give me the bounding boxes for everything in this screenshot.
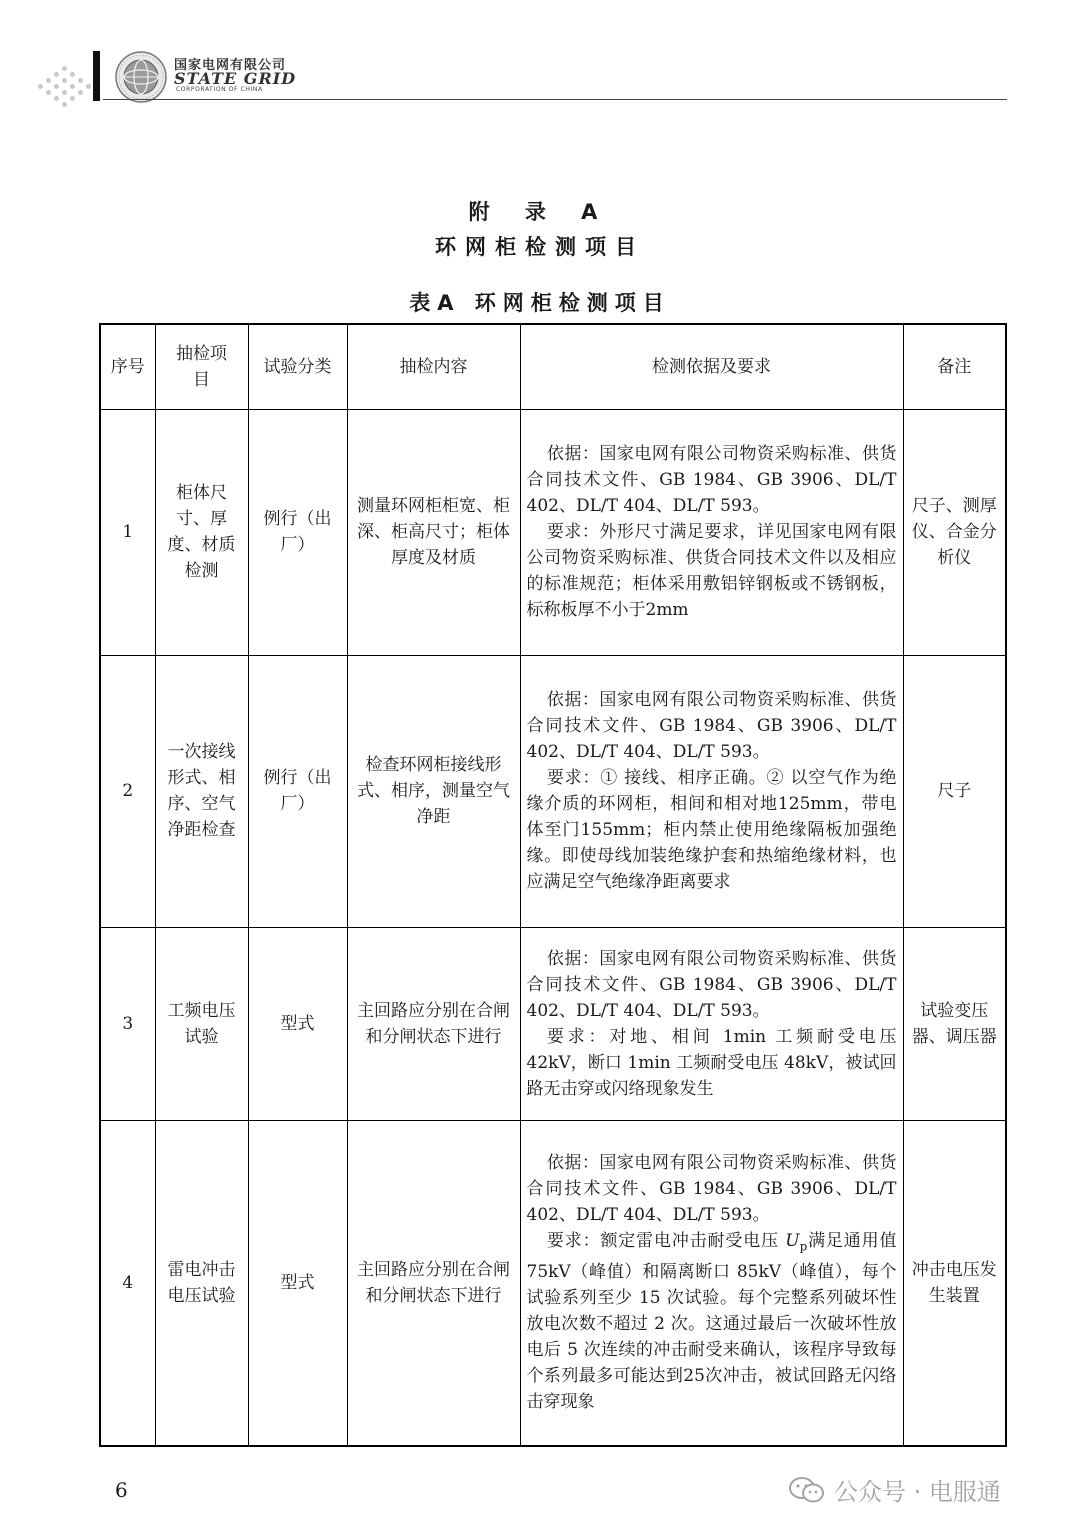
row-notes: 尺子、测厚仪、合金分析仪 [903, 409, 1006, 655]
row-no: 4 [100, 1120, 155, 1446]
appendix-title: 附 录 A [468, 200, 612, 224]
row-requirements [520, 409, 903, 655]
row-requirement: 要求：对地、相间 1min 工频耐受电压42kV，断口 1min 工频耐受电压 48kV，被试回路无击穿或闪络现象发生 [526, 1026, 897, 1099]
row-item: 柜体尺寸、厚度、材质检测 [155, 409, 248, 655]
page-number: 6 [115, 1478, 128, 1502]
decorative-dot [78, 78, 83, 83]
header-item [155, 324, 248, 409]
inspection-items-table [99, 323, 1007, 1447]
decorative-dot [62, 78, 67, 83]
company-name-en: STATE GRID [174, 69, 297, 88]
row-requirement: 要求：外形尺寸满足要求，详见国家电网有限公司物资采购标准、供货合同技术文件以及相应的标准规范；柜体采用敷铝锌钢板或不锈钢板，标称板厚不小于2mm [526, 522, 897, 620]
row-no: 1 [100, 409, 155, 655]
decorative-dot [46, 78, 51, 83]
table-caption: 表A 环网柜检测项目 [409, 291, 671, 315]
table-row [100, 927, 1006, 1120]
header-category: 试验分类 [248, 324, 347, 409]
row-category: 例行（出厂） [248, 655, 347, 927]
row-requirements [520, 655, 903, 927]
row-notes: 试验变压器、调压器 [903, 927, 1006, 1120]
header-content: 抽检内容 [347, 324, 520, 409]
row-content: 主回路应分别在合闸和分闸状态下进行 [347, 1120, 520, 1446]
row-no: 3 [100, 927, 155, 1120]
table-header-row [100, 324, 1006, 409]
decorative-dot [46, 90, 51, 95]
decorative-dot [54, 84, 59, 89]
company-name-cn: 国家电网有限公司 [174, 58, 287, 73]
row-category: 型式 [248, 927, 347, 1120]
row-requirement [527, 1228, 897, 1415]
row-item: 一次接线形式、相序、空气净距检查 [155, 655, 248, 927]
decorative-dot [70, 96, 75, 101]
header-rule [103, 99, 1007, 100]
row-item: 工频电压试验 [155, 927, 248, 1120]
header-notes: 备注 [903, 324, 1006, 409]
decorative-dot [62, 102, 67, 107]
voltage-subscript: p [799, 1239, 808, 1254]
decorative-dot [70, 84, 75, 89]
header-requirements: 检测依据及要求 [520, 324, 903, 409]
wechat-icon [788, 1476, 826, 1504]
row-requirements [520, 1120, 903, 1446]
decorative-dot [62, 90, 67, 95]
header-black-bar [93, 51, 100, 101]
table-row [100, 655, 1006, 927]
row-notes: 冲击电压发生装置 [903, 1120, 1006, 1446]
appendix-subtitle: 环网柜检测项目 [435, 235, 645, 259]
row-basis: 依据：国家电网有限公司物资采购标准、供货合同技术文件、GB 1984、GB 3906、DL/T 402、DL/T 404、DL/T 593。 [526, 444, 897, 516]
row-requirement-part-a: 要求：额定雷电冲击耐受电压 [546, 1231, 786, 1252]
watermark-text: 公众号 · 电服通 [834, 1478, 1001, 1506]
header-dot-pattern [38, 66, 98, 108]
header-no: 序号 [100, 324, 155, 409]
table-row [100, 1120, 1006, 1446]
row-basis: 依据：国家电网有限公司物资采购标准、供货合同技术文件、GB 1984、GB 3906、DL/T 402、DL/T 404、DL/T 593。 [526, 1153, 897, 1226]
row-category: 型式 [248, 1120, 347, 1446]
row-notes: 尺子 [903, 655, 1006, 927]
decorative-dot [78, 90, 83, 95]
company-name-en-sub: CORPORATION OF CHINA [176, 86, 263, 93]
row-no: 2 [100, 655, 155, 927]
row-content: 主回路应分别在合闸和分闸状态下进行 [347, 927, 520, 1120]
decorative-dot [62, 66, 67, 71]
row-requirement-part-b: 满足通用值 75kV（峰值）和隔离断口 85kV（峰值），每个试验系列至少 15 次试验。每个完整系列破坏性放电次数不超过 2 次。这通过最后一次破坏性放电后 5 次连续的冲击耐受来确认，该程序导致每个系列最多可能达到25次冲击，被试回路无闪络击穿现象 [526, 1231, 897, 1413]
row-requirement: 要求：① 接线、相序正确。② 以空气作为绝缘介质的环网柜，相间和相对地125mm，带电体至门155mm；柜内禁止使用绝缘隔板加强绝缘。即使母线加装绝缘护套和热缩绝缘材料，也应满足空气绝缘净距离要求 [526, 768, 897, 892]
decorative-dot [86, 84, 91, 89]
row-category: 例行（出厂） [248, 409, 347, 655]
state-grid-logo-icon [114, 50, 168, 104]
decorative-dot [54, 96, 59, 101]
row-content: 测量环网柜柜宽、柜深、柜高尺寸；柜体厚度及材质 [347, 409, 520, 655]
table-row [100, 409, 1006, 655]
row-requirements [520, 927, 903, 1120]
row-basis: 依据：国家电网有限公司物资采购标准、供货合同技术文件、GB 1984、GB 3906、DL/T 402、DL/T 404、DL/T 593。 [526, 948, 897, 1021]
row-basis: 依据：国家电网有限公司物资采购标准、供货合同技术文件、GB 1984、GB 3906、DL/T 402、DL/T 404、DL/T 593。 [526, 690, 897, 762]
row-item: 雷电冲击电压试验 [155, 1120, 248, 1446]
decorative-dot [54, 72, 59, 77]
row-content: 检查环网柜接线形式、相序，测量空气净距 [347, 655, 520, 927]
header-item-text: 抽检项目 [176, 343, 227, 390]
decorative-dot [38, 84, 43, 89]
decorative-dot [70, 72, 75, 77]
voltage-symbol: U [785, 1231, 800, 1252]
